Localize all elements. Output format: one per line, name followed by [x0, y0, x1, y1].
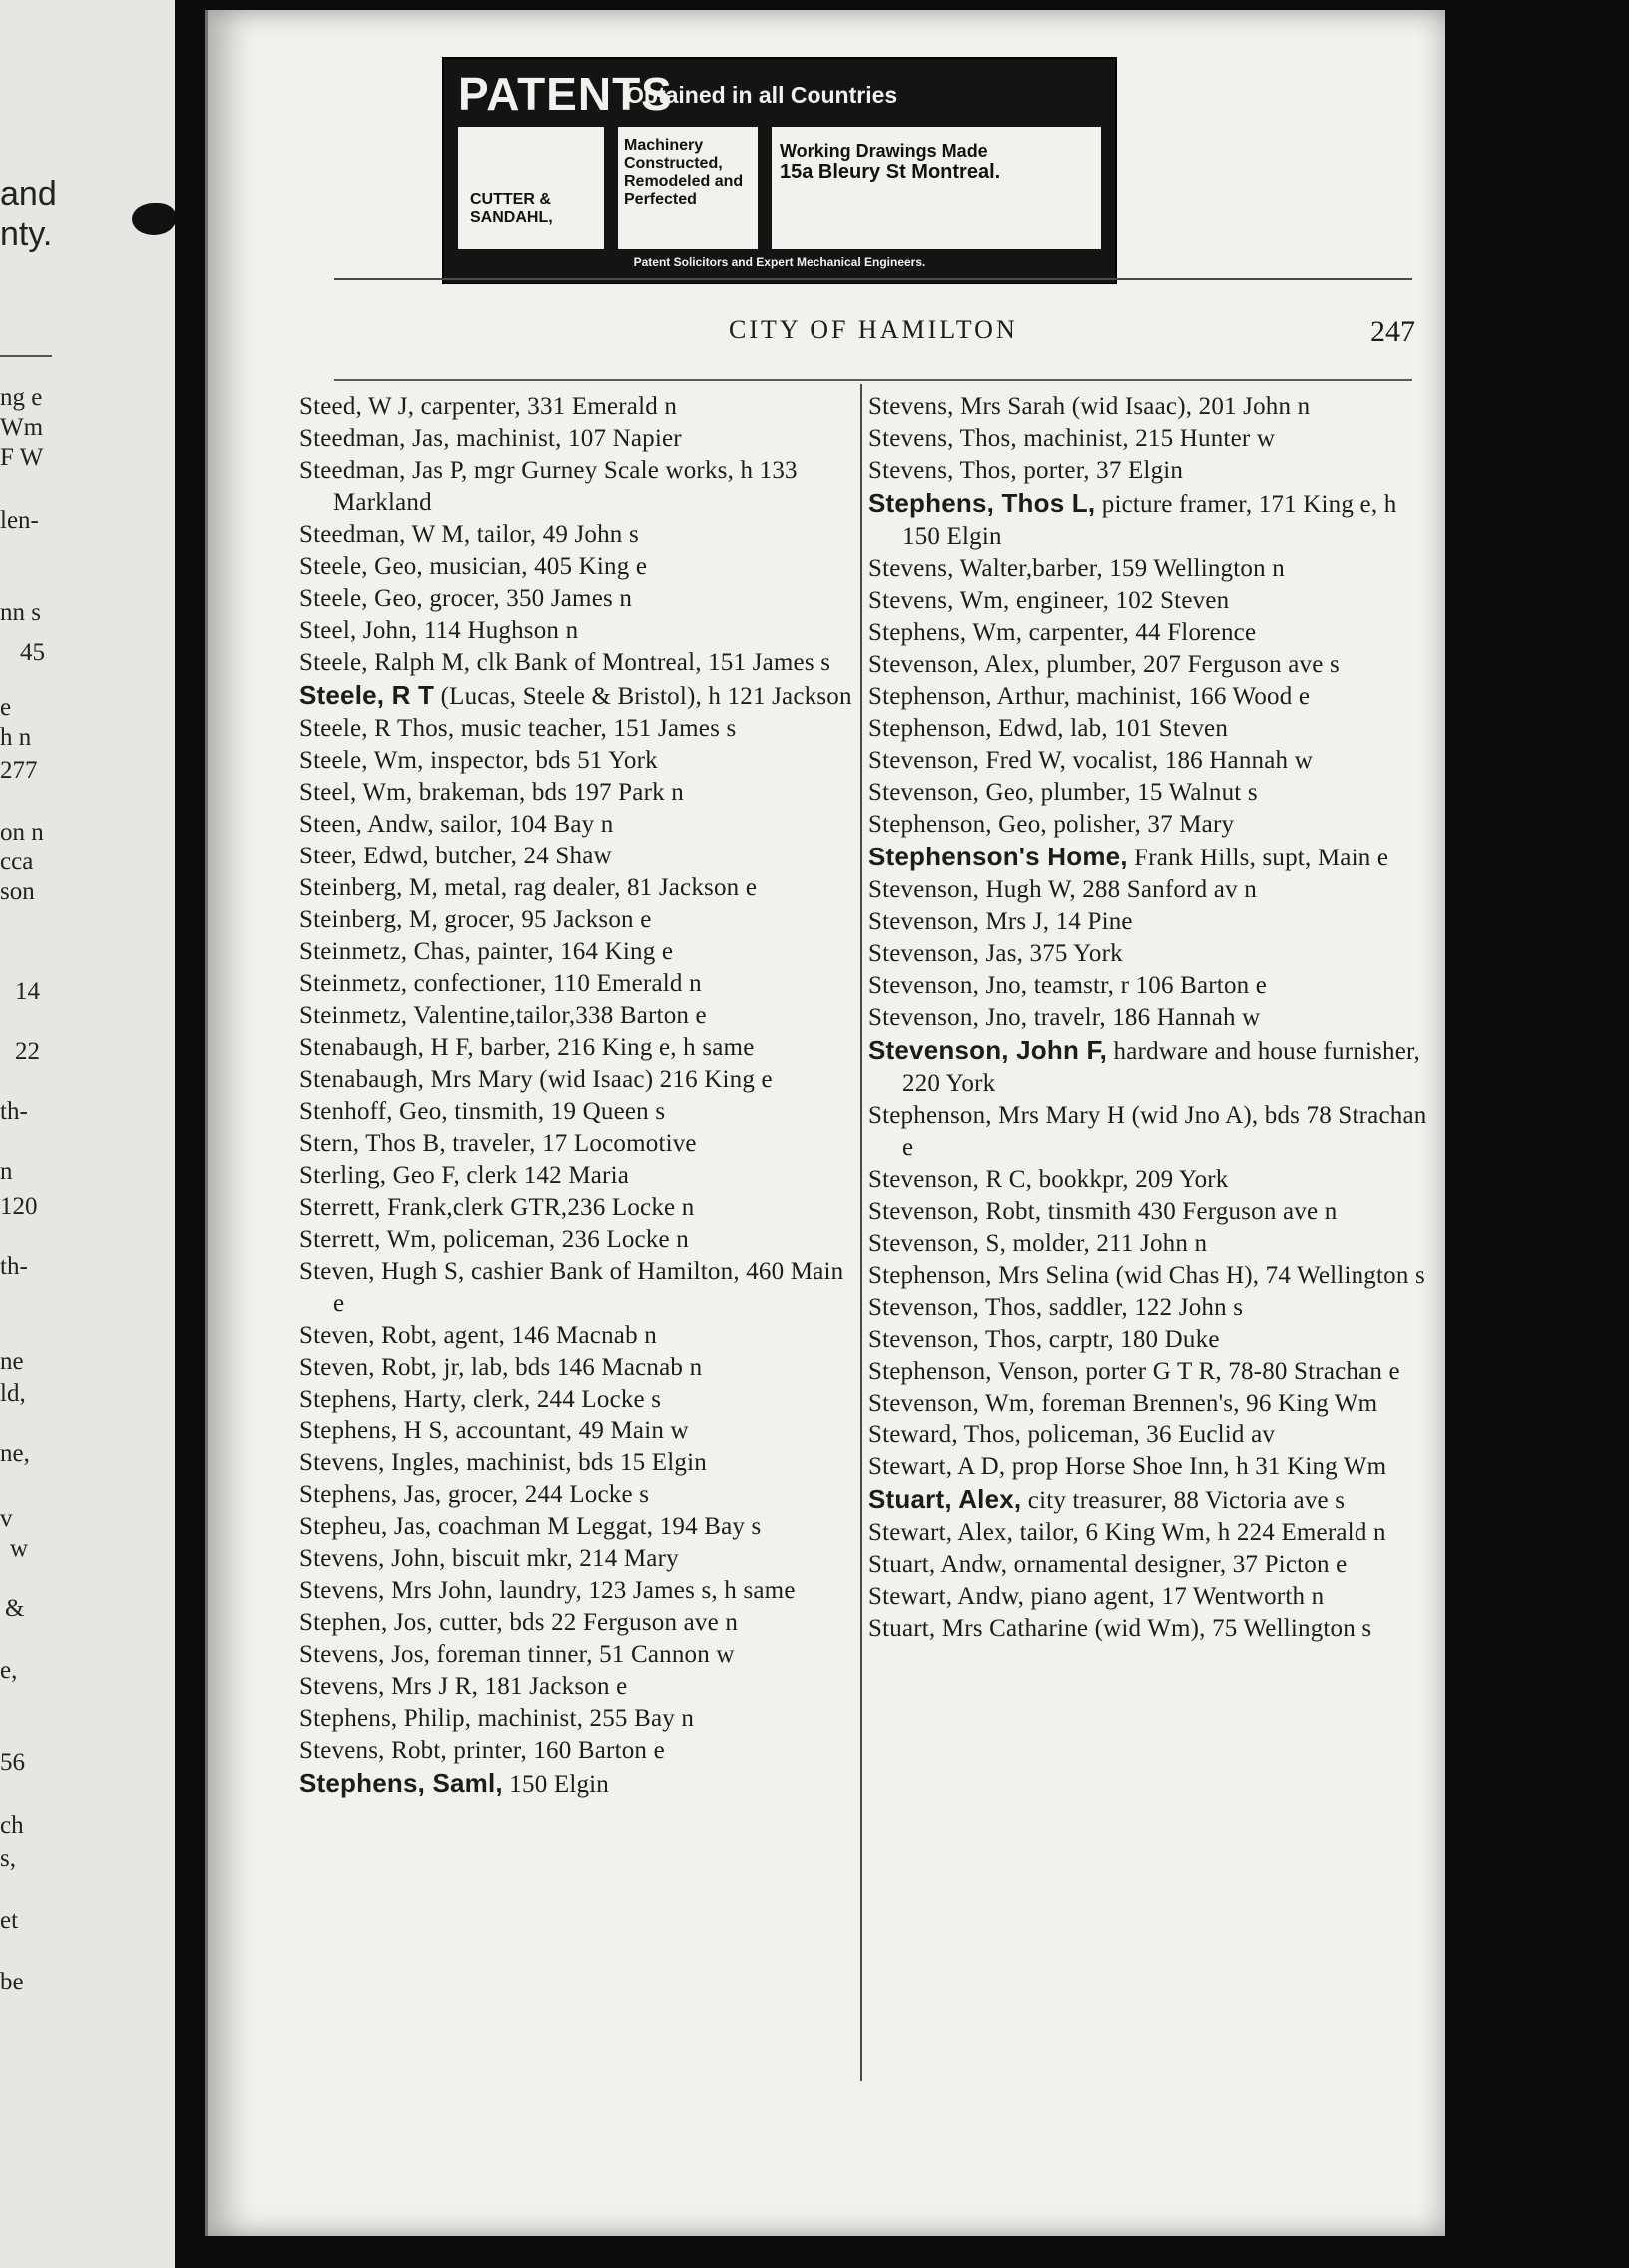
- entry-details: city treasurer, 88 Victoria ave s: [1021, 1487, 1346, 1514]
- directory-entry: [299, 777, 858, 809]
- left-page-fragment: 277: [0, 757, 38, 784]
- entry-name: Stevens, John,: [299, 1545, 446, 1572]
- left-page-fragment: h n: [0, 724, 32, 751]
- right-column: [868, 391, 1427, 1645]
- entry-details: machinist, 255 Bay n: [471, 1705, 695, 1732]
- entry-name: Steele, Geo,: [299, 553, 423, 580]
- entry-details: 181 Jackson e: [478, 1673, 628, 1700]
- directory-entry: [299, 713, 858, 745]
- directory-entry: [299, 1192, 858, 1224]
- entry-details: travelr, 186 Hannah w: [1027, 1004, 1261, 1031]
- directory-entry: [868, 713, 1427, 745]
- entry-details: polisher, 37 Mary: [1046, 811, 1235, 838]
- left-page-fragment: cca: [0, 849, 34, 875]
- entry-details: piano agent, 17 Wentworth n: [1024, 1583, 1325, 1610]
- left-page-fragment: len-: [0, 507, 39, 534]
- entry-name: Stevenson, Geo,: [868, 779, 1035, 806]
- directory-entry: [868, 745, 1427, 777]
- entry-name: Sterling, Geo F,: [299, 1162, 460, 1189]
- ad-headline-tail: Obtained in all Countries: [626, 82, 898, 108]
- entry-details: (wid Jno A), bds 78 Strachan e: [902, 1102, 1427, 1161]
- entry-name: Stevenson, R C,: [868, 1166, 1033, 1193]
- directory-entry: [299, 1671, 858, 1703]
- entry-details: picture framer, 171 King e, h 150 Elgin: [902, 491, 1397, 550]
- directory-entry: [299, 1032, 858, 1064]
- directory-entry: [868, 809, 1427, 841]
- entry-name: Stevens, Wm,: [868, 587, 1010, 614]
- entry-details: tailor,338 Barton e: [515, 1002, 707, 1029]
- entry-details: printer, 160 Barton e: [446, 1737, 665, 1764]
- entry-name: Stevens, Robt,: [299, 1737, 447, 1764]
- ad-firm-box: [458, 127, 604, 249]
- directory-entry: [299, 1703, 858, 1735]
- directory-entry: [868, 1419, 1427, 1451]
- entry-details: foreman Brennen's, 96 King Wm: [1034, 1390, 1378, 1417]
- entry-name: Stevens, Thos,: [868, 457, 1017, 484]
- entry-details: clerk, 244 Locke s: [466, 1386, 662, 1413]
- left-page-fragment: th-: [0, 1253, 28, 1280]
- directory-entry: [868, 841, 1427, 874]
- entry-name: Stephenson, Geo,: [868, 811, 1047, 838]
- directory-entry: [299, 809, 858, 841]
- entry-details: porter G T R, 78-80 Strachan e: [1078, 1358, 1400, 1385]
- entry-name: Steele, Ralph M,: [299, 649, 471, 676]
- entry-name: Steele, R T: [299, 680, 435, 710]
- left-page-fragment: and: [0, 175, 57, 213]
- entry-name: Stevens, Ingles,: [299, 1449, 460, 1476]
- entry-name: Stevens, Mrs John,: [299, 1577, 493, 1604]
- directory-entry: [868, 391, 1427, 423]
- entry-details: machinist, bds 15 Elgin: [459, 1449, 707, 1476]
- ad-contact-box: [772, 127, 1101, 249]
- entry-name: Stephenson, Mrs Selina: [868, 1262, 1110, 1289]
- directory-entry: [299, 1064, 858, 1096]
- entry-name: Stevens, Mrs J R,: [299, 1673, 479, 1700]
- directory-entry: [868, 1164, 1427, 1196]
- column-divider: [860, 384, 862, 2081]
- entry-name: Stewart, Andw,: [868, 1583, 1025, 1610]
- entry-details: teamstr, r 106 Barton e: [1027, 972, 1268, 999]
- directory-entry: [868, 423, 1427, 455]
- entry-name: Stevenson, Wm,: [868, 1390, 1035, 1417]
- entry-name: Steed, W J,: [299, 393, 415, 420]
- entry-name: Steedman, Jas P,: [299, 457, 468, 484]
- directory-entry: [868, 777, 1427, 809]
- entry-name: Stern, Thos B,: [299, 1130, 446, 1157]
- entry-details: sailor, 104 Bay n: [433, 811, 614, 838]
- directory-entry: [299, 1320, 858, 1352]
- directory-entry: [868, 487, 1427, 553]
- entry-details: bookkpr, 209 York: [1032, 1166, 1229, 1193]
- directory-entry: [299, 1096, 858, 1128]
- directory-entry: [299, 1511, 858, 1543]
- ink-blot: [132, 203, 175, 235]
- entry-details: policeman, 36 Euclid av: [1021, 1421, 1276, 1448]
- directory-entry: [868, 617, 1427, 649]
- entry-name: Stephenson's Home,: [868, 842, 1128, 871]
- entry-details: (wid Wm), 75 Wellington s: [1088, 1615, 1372, 1642]
- entry-name: Stenabaugh, Mrs Mary: [299, 1066, 533, 1093]
- entry-details: plumber, 207 Ferguson ave s: [1039, 651, 1340, 678]
- entry-details: carpenter, 331 Emerald n: [414, 393, 678, 420]
- entry-name: Stewart, A D,: [868, 1453, 1006, 1480]
- entry-name: Steel, John,: [299, 617, 418, 644]
- entry-name: Stevenson, John F,: [868, 1035, 1108, 1065]
- entry-details: (wid Isaac) 216 King e: [532, 1066, 773, 1093]
- directory-entry: [868, 1451, 1427, 1483]
- directory-entry: [299, 519, 858, 551]
- entry-details: ornamental designer, 37 Picton e: [1007, 1551, 1348, 1578]
- entry-name: Stevens, Jos,: [299, 1641, 431, 1668]
- directory-entry: [868, 1034, 1427, 1100]
- directory-entry: [299, 455, 858, 519]
- entry-name: Steele, R Thos,: [299, 715, 455, 742]
- entry-name: Steedman, W M,: [299, 521, 471, 548]
- entry-details: machinist, 107 Napier: [449, 425, 682, 452]
- entry-name: Steven, Hugh S,: [299, 1258, 465, 1285]
- directory-entry: [299, 583, 858, 615]
- directory-entry: [868, 681, 1427, 713]
- entry-details: grocer, 350 James n: [422, 585, 633, 612]
- directory-entry: [868, 553, 1427, 585]
- left-page-fragment: 120: [0, 1193, 38, 1220]
- entry-name: Stevenson, Jno,: [868, 972, 1028, 999]
- left-page-fragment: v: [0, 1505, 13, 1532]
- entry-details: traveler, 17 Locomotive: [445, 1130, 697, 1157]
- entry-name: Stevenson, Hugh W,: [868, 876, 1076, 903]
- entry-name: Stevenson, Jas,: [868, 940, 1024, 967]
- entry-name: Stepheu, Jas,: [299, 1513, 432, 1540]
- entry-name: Stephens, H S,: [299, 1418, 450, 1444]
- entry-details: policeman, 236 Locke n: [436, 1226, 689, 1253]
- directory-entry: [868, 1581, 1427, 1613]
- patents-advertisement: [442, 57, 1117, 284]
- entry-details: carptr, 180 Duke: [1042, 1326, 1220, 1353]
- directory-entry: [868, 1002, 1427, 1034]
- directory-entry: [299, 1256, 858, 1320]
- entry-details: musician, 405 King e: [422, 553, 648, 580]
- entry-name: Steward, Thos,: [868, 1421, 1022, 1448]
- entry-details: 150 Elgin: [502, 1771, 610, 1798]
- left-page-fragment: th-: [0, 1098, 28, 1125]
- entry-name: Stevenson, Alex,: [868, 651, 1040, 678]
- entry-name: Stevens, Mrs Sarah: [868, 393, 1066, 420]
- entry-name: Steinberg, M,: [299, 906, 438, 933]
- entry-name: Steele, Geo,: [299, 585, 423, 612]
- directory-entry: [299, 1224, 858, 1256]
- directory-entry: [299, 1639, 858, 1671]
- directory-entry: [868, 1517, 1427, 1549]
- left-page-fragment: Wm: [0, 414, 44, 441]
- entry-name: Stuart, Alex,: [868, 1484, 1022, 1514]
- directory-entry: [299, 1000, 858, 1032]
- left-page-fragment: on n: [0, 819, 44, 846]
- left-page-fragment: 14: [15, 978, 40, 1005]
- entry-details: saddler, 122 John s: [1042, 1294, 1244, 1321]
- directory-entry: [299, 872, 858, 904]
- directory-entry: [868, 1483, 1427, 1517]
- entry-name: Stuart, Mrs Catharine: [868, 1615, 1089, 1642]
- entry-details: grocer, 95 Jackson e: [437, 906, 652, 933]
- entry-details: (wid Isaac), 201 John n: [1065, 393, 1311, 420]
- entry-details: coachman M Leggat, 194 Bay s: [431, 1513, 762, 1540]
- entry-name: Stephens, Wm,: [868, 619, 1023, 646]
- entry-name: Steele, Wm,: [299, 747, 424, 774]
- directory-entry: [299, 551, 858, 583]
- entry-name: Stevenson, Mrs J,: [868, 908, 1050, 935]
- ad-address: 15a Bleury St Montreal.: [780, 161, 1001, 184]
- directory-entry: [868, 1356, 1427, 1388]
- entry-name: Stephenson, Venson,: [868, 1358, 1079, 1385]
- left-page-rule: [0, 355, 52, 357]
- left-page-fragment: F W: [0, 444, 44, 471]
- directory-entry: [299, 391, 858, 423]
- left-page-fragment: s,: [0, 1845, 16, 1872]
- entry-details: accountant, 49 Main w: [449, 1418, 689, 1444]
- entry-details: prop Horse Shoe Inn, h 31 King Wm: [1005, 1453, 1387, 1480]
- entry-details: molder, 211 John n: [1006, 1230, 1208, 1257]
- entry-name: Stevens, Thos,: [868, 425, 1017, 452]
- left-page-fragment: ng e: [0, 384, 43, 411]
- directory-entry: [299, 647, 858, 679]
- entry-details: confectioner, 110 Emerald n: [407, 970, 702, 997]
- directory-entry: [299, 423, 858, 455]
- left-page-fragment: ld,: [0, 1380, 26, 1407]
- entry-name: Steen, Andw,: [299, 811, 434, 838]
- entry-name: Stenabaugh, H F,: [299, 1034, 474, 1061]
- entry-name: Stevenson, Thos,: [868, 1326, 1043, 1353]
- entry-details: machinist, 166 Wood e: [1070, 683, 1311, 710]
- left-column: [299, 391, 858, 1801]
- entry-name: Stephenson, Mrs Mary H: [868, 1102, 1126, 1129]
- directory-entry: [299, 1447, 858, 1479]
- directory-entry: [299, 679, 858, 713]
- entry-name: Stevenson, Robt,: [868, 1198, 1042, 1225]
- directory-entry: [299, 1607, 858, 1639]
- entry-details: clk Bank of Montreal, 151 James s: [470, 649, 831, 676]
- entry-details: 14 Pine: [1049, 908, 1133, 935]
- left-page-fragment: e,: [0, 1657, 18, 1684]
- directory-entry: [868, 1324, 1427, 1356]
- entry-details: inspector, bds 51 York: [423, 747, 658, 774]
- directory-entry: [868, 1196, 1427, 1228]
- directory-entry: [299, 968, 858, 1000]
- directory-entry: [868, 1292, 1427, 1324]
- entry-details: brakeman, bds 197 Park n: [412, 779, 684, 806]
- entry-name: Steedman, Jas,: [299, 425, 450, 452]
- entry-name: Steven, Robt,: [299, 1322, 438, 1349]
- entry-name: Stevenson, Jno,: [868, 1004, 1028, 1031]
- directory-entry: [299, 745, 858, 777]
- entry-details: metal, rag dealer, 81 Jackson e: [437, 874, 758, 901]
- entry-name: Stephens, Saml,: [299, 1768, 503, 1798]
- entry-details: biscuit mkr, 214 Mary: [445, 1545, 679, 1572]
- entry-name: Stephens, Harty,: [299, 1386, 467, 1413]
- entry-name: Steinberg, M,: [299, 874, 438, 901]
- entry-details: clerk GTR,236 Locke n: [452, 1194, 695, 1221]
- left-page-fragment: be: [0, 1969, 24, 1995]
- entry-name: Stephenson, Edwd,: [868, 715, 1064, 742]
- page-header: [329, 315, 1427, 359]
- directory-entry: [299, 904, 858, 936]
- entry-details: clerk 142 Maria: [459, 1162, 630, 1189]
- left-page-fragment: nn s: [0, 599, 41, 626]
- entry-details: lab, 101 Steven: [1063, 715, 1229, 742]
- left-page-fragment: n: [0, 1158, 13, 1185]
- directory-entry: [868, 649, 1427, 681]
- left-page-fragment: w: [10, 1535, 29, 1562]
- directory-entry: [868, 906, 1427, 938]
- entry-details: vocalist, 186 Hannah w: [1066, 747, 1313, 774]
- entry-name: Steer, Edwd,: [299, 843, 429, 869]
- entry-details: tinsmith, 19 Queen s: [447, 1098, 666, 1125]
- entry-name: Stephens, Philip,: [299, 1705, 472, 1732]
- directory-entry: [299, 936, 858, 968]
- entry-details: tinsmith 430 Ferguson ave n: [1041, 1198, 1338, 1225]
- entry-name: Steven, Robt, jr,: [299, 1354, 465, 1381]
- ad-drawings: Working Drawings Made: [780, 141, 988, 161]
- adjacent-page-fragment: [0, 0, 175, 2268]
- directory-entry: [299, 615, 858, 647]
- left-page-fragment: nty.: [0, 215, 53, 253]
- directory-entry: [868, 1100, 1427, 1164]
- entry-name: Stevenson, Thos,: [868, 1294, 1043, 1321]
- entry-details: (Lucas, Steele & Bristol), h 121 Jackson: [434, 683, 852, 710]
- entry-details: grocer, 244 Locke s: [441, 1481, 650, 1508]
- directory-entry: [299, 1160, 858, 1192]
- entry-details: tailor, 6 King Wm, h 224 Emerald n: [1013, 1519, 1386, 1546]
- entry-name: Stenhoff, Geo,: [299, 1098, 448, 1125]
- entry-name: Sterrett, Wm,: [299, 1226, 437, 1253]
- entry-name: Stevenson, Fred W,: [868, 747, 1067, 774]
- left-page-fragment: ne,: [0, 1440, 30, 1467]
- ad-footer: Patent Solicitors and Expert Mechanical Engineers.: [633, 255, 926, 269]
- directory-entry: [299, 1735, 858, 1767]
- left-page-fragment: et: [0, 1907, 19, 1934]
- directory-entry: [299, 1384, 858, 1416]
- entry-name: Steinmetz,: [299, 970, 408, 997]
- ad-firm-name: CUTTER & SANDAHL,: [470, 191, 553, 226]
- directory-entry: [299, 841, 858, 872]
- entry-details: butcher, 24 Shaw: [428, 843, 612, 869]
- left-page-fragment: 56: [0, 1749, 25, 1776]
- directory-entry: [299, 1479, 858, 1511]
- directory-entry: [299, 1352, 858, 1384]
- entry-name: Stewart, Alex,: [868, 1519, 1014, 1546]
- entry-details: cashier Bank of Hamilton, 460 Main e: [333, 1258, 844, 1317]
- entry-name: Stevens, Walter,: [868, 555, 1033, 582]
- entry-name: Stevenson, S,: [868, 1230, 1007, 1257]
- entry-name: Steel, Wm,: [299, 779, 413, 806]
- header-rule: [334, 379, 1412, 381]
- directory-entry: [299, 1575, 858, 1607]
- entry-details: carpenter, 44 Florence: [1022, 619, 1257, 646]
- entry-details: laundry, 123 James s, h same: [492, 1577, 796, 1604]
- entry-details: lab, bds 146 Macnab n: [464, 1354, 703, 1381]
- ad-services: Machinery Constructed, Remodeled and Perfected: [618, 127, 758, 249]
- entry-details: foreman tinner, 51 Cannon w: [430, 1641, 735, 1668]
- entry-details: tailor, 49 John s: [470, 521, 639, 548]
- entry-details: machinist, 215 Hunter w: [1016, 425, 1276, 452]
- entry-details: barber, 159 Wellington n: [1032, 555, 1285, 582]
- directory-entry: [868, 970, 1427, 1002]
- left-page-fragment: ne: [0, 1348, 24, 1375]
- directory-entry: [868, 455, 1427, 487]
- directory-entry: [868, 1613, 1427, 1645]
- entry-details: barber, 216 King e, h same: [473, 1034, 755, 1061]
- entry-details: porter, 37 Elgin: [1016, 457, 1184, 484]
- entry-details: Frank Hills, supt, Main e: [1127, 845, 1389, 871]
- directory-entry: [299, 1416, 858, 1447]
- left-page-fragment: 45: [20, 639, 45, 666]
- entry-name: Stephens, Jas,: [299, 1481, 442, 1508]
- directory-entry: [299, 1767, 858, 1801]
- entry-name: Steinmetz, Chas,: [299, 938, 471, 965]
- entry-name: Stephen, Jos,: [299, 1609, 433, 1636]
- entry-details: plumber, 15 Walnut s: [1034, 779, 1258, 806]
- entry-details: (wid Chas H), 74 Wellington s: [1109, 1262, 1425, 1289]
- page-title: CITY OF HAMILTON: [729, 315, 1018, 344]
- directory-entry: [868, 1260, 1427, 1292]
- entry-name: Stuart, Andw,: [868, 1551, 1008, 1578]
- directory-entry: [868, 1388, 1427, 1419]
- page-number: 247: [1370, 315, 1415, 348]
- left-page-fragment: son: [0, 878, 35, 905]
- entry-name: Steinmetz, Valentine,: [299, 1002, 516, 1029]
- entry-name: Stephens, Thos L,: [868, 488, 1096, 518]
- entry-details: hardware and house furnisher, 220 York: [902, 1038, 1421, 1097]
- entry-name: Stephenson, Arthur,: [868, 683, 1071, 710]
- directory-entry: [868, 874, 1427, 906]
- entry-details: music teacher, 151 James s: [454, 715, 737, 742]
- directory-entry: [299, 1128, 858, 1160]
- entry-details: 288 Sanford av n: [1075, 876, 1257, 903]
- entry-details: engineer, 102 Steven: [1009, 587, 1230, 614]
- entry-details: mgr Gurney Scale works, h 133 Markland: [333, 457, 798, 516]
- left-page-fragment: 22: [15, 1038, 40, 1065]
- directory-entry: [868, 1228, 1427, 1260]
- directory-entry: [299, 1543, 858, 1575]
- entry-details: painter, 164 King e: [470, 938, 674, 965]
- header-rule-top: [334, 278, 1412, 280]
- directory-entry: [868, 938, 1427, 970]
- entry-details: 375 York: [1023, 940, 1123, 967]
- left-page-fragment: ch: [0, 1812, 24, 1839]
- ad-headline: PATENTS: [458, 68, 673, 120]
- entry-details: cutter, bds 22 Ferguson ave n: [432, 1609, 739, 1636]
- left-page-fragment: e: [0, 694, 12, 721]
- entry-name: Sterrett, Frank,: [299, 1194, 453, 1221]
- directory-entry: [868, 1549, 1427, 1581]
- entry-details: 114 Hughson n: [417, 617, 579, 644]
- left-page-fragment: &: [5, 1595, 25, 1622]
- directory-entry: [868, 585, 1427, 617]
- entry-details: agent, 146 Macnab n: [437, 1322, 657, 1349]
